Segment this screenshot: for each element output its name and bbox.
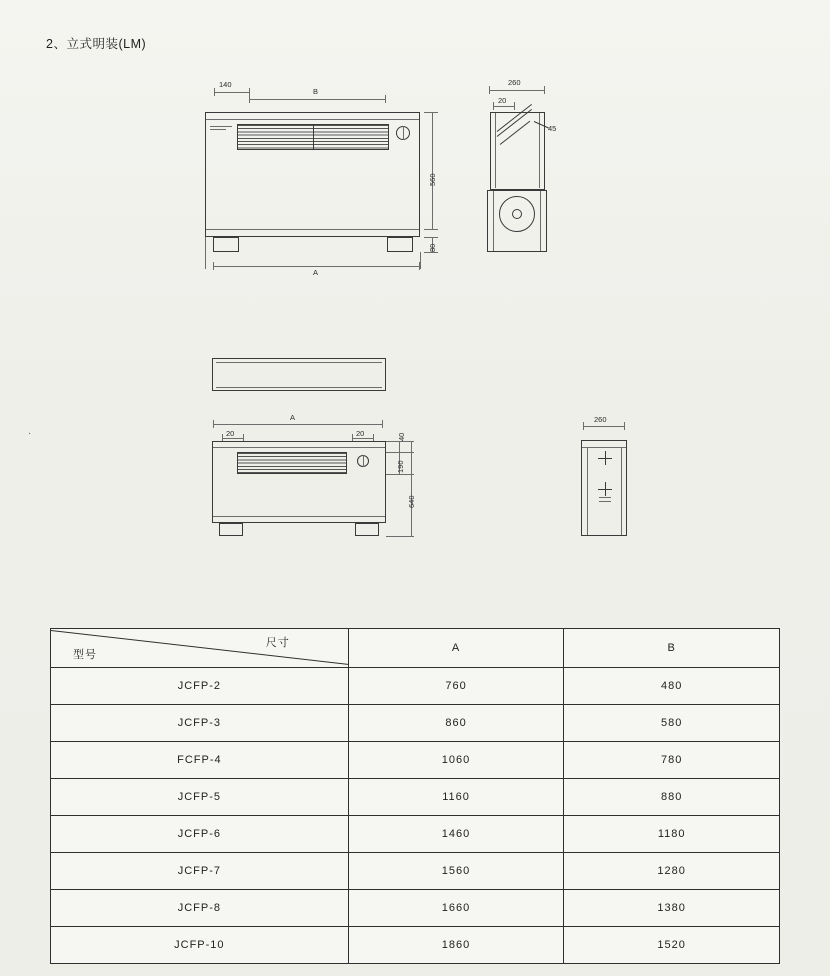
cell-a: 1860: [348, 927, 564, 964]
table-row: [51, 705, 780, 742]
cell-a: 860: [348, 705, 564, 742]
cell-model: JCFP-10: [51, 927, 349, 964]
cell-a: 1660: [348, 890, 564, 927]
table-row: [51, 927, 780, 964]
cell-a: 1060: [348, 742, 564, 779]
header-col-b: B: [564, 629, 780, 668]
cell-b: 1520: [564, 927, 780, 964]
cell-model: JCFP-6: [51, 816, 349, 853]
dim-140: 140: [219, 80, 232, 89]
dim-20-side: 20: [498, 96, 507, 105]
header-size-label: 尺寸: [265, 637, 290, 649]
table-row: [51, 890, 780, 927]
cell-a: 1560: [348, 853, 564, 890]
cell-b: 1180: [564, 816, 780, 853]
cell-model: FCFP-4: [51, 742, 349, 779]
cell-b: 1380: [564, 890, 780, 927]
table-row: [51, 853, 780, 890]
dim-640: 640: [407, 495, 416, 508]
dim-190: 190: [396, 460, 405, 473]
leg-left: [213, 237, 239, 252]
cell-b: 580: [564, 705, 780, 742]
fan-hub: [512, 209, 522, 219]
header-model-size-cell: [51, 629, 349, 668]
margin-mark: ·: [28, 428, 32, 439]
leg-right: [387, 237, 413, 252]
lower-air-grille: [237, 452, 347, 474]
cell-model: JCFP-5: [51, 779, 349, 816]
dim-260-right: 260: [594, 415, 607, 424]
table-header-row: [51, 629, 780, 668]
dim-80: 80: [428, 243, 437, 252]
header-model-label: 型号: [73, 649, 97, 661]
dim-45-angle: 45: [548, 124, 557, 133]
dim-20-left: 20: [226, 429, 235, 438]
table-row: [51, 816, 780, 853]
dim-40: 40: [397, 432, 406, 441]
table-row: [51, 668, 780, 705]
cell-b: 1280: [564, 853, 780, 890]
cell-model: JCFP-7: [51, 853, 349, 890]
cell-model: JCFP-8: [51, 890, 349, 927]
table-row: [51, 779, 780, 816]
dim-260-side: 260: [508, 78, 521, 87]
dim-A-plan: A: [290, 413, 296, 422]
cell-a: 1460: [348, 816, 564, 853]
cell-b: 780: [564, 742, 780, 779]
cell-a: 760: [348, 668, 564, 705]
dim-A-front: A: [313, 268, 319, 277]
dim-20-right: 20: [356, 429, 365, 438]
cell-b: 880: [564, 779, 780, 816]
cell-model: JCFP-3: [51, 705, 349, 742]
spec-table: [50, 628, 780, 964]
cell-a: 1160: [348, 779, 564, 816]
table-row: [51, 742, 780, 779]
header-col-a: A: [348, 629, 564, 668]
dim-560: 560: [428, 173, 437, 186]
page-title: 2、立式明装(LM): [46, 37, 147, 51]
dim-B-top: B: [313, 87, 319, 96]
cell-model: JCFP-2: [51, 668, 349, 705]
cell-b: 480: [564, 668, 780, 705]
